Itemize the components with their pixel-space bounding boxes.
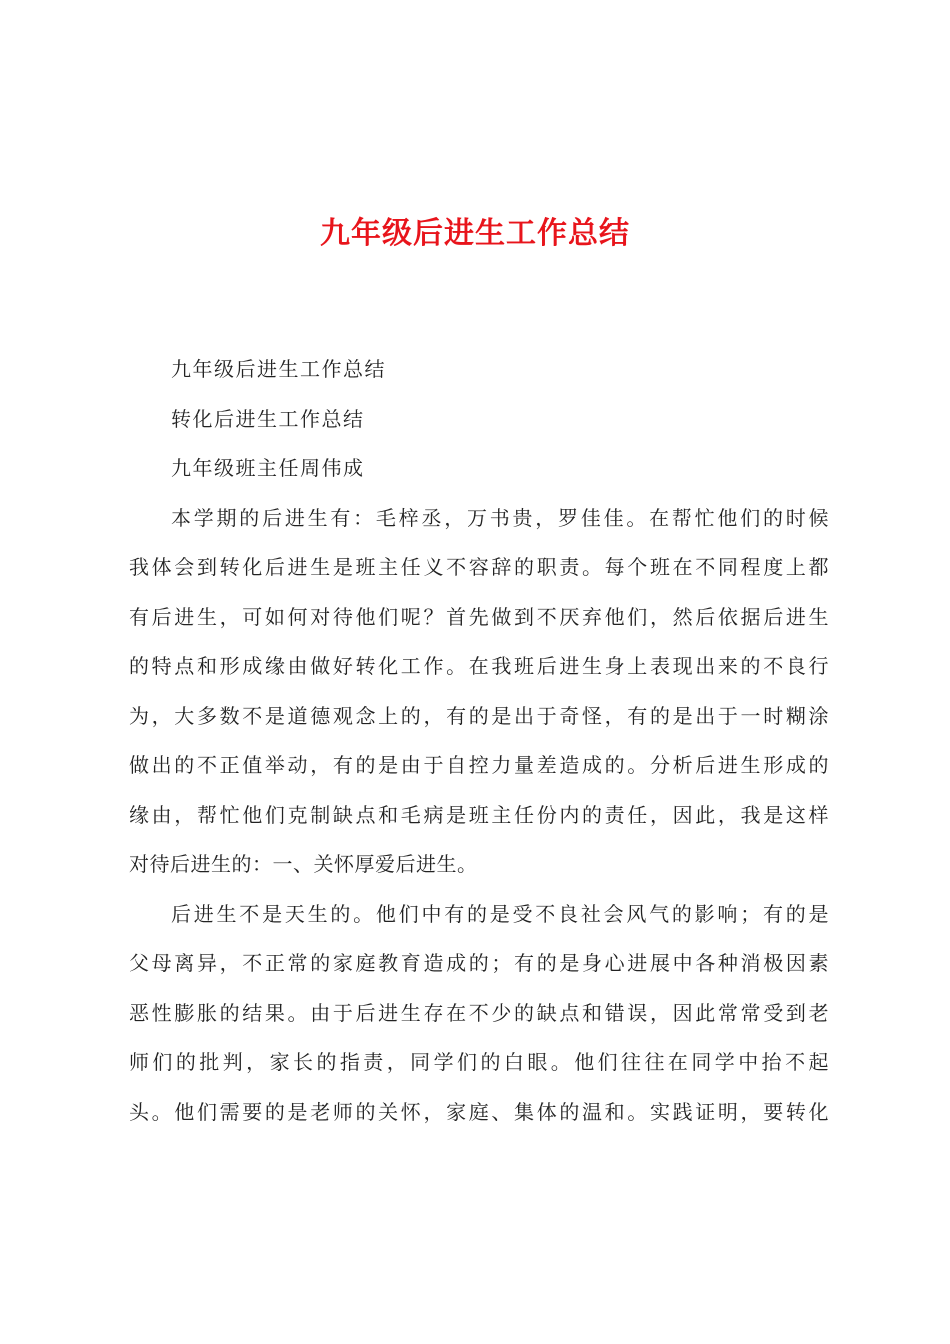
document-title: 九年级后进生工作总结 [320, 216, 630, 251]
paragraph-1-line-7: 缘由，帮忙他们克制缺点和毛病是班主任份内的责任，因此，我是这样 [129, 802, 829, 827]
header-line-1: 九年级后进生工作总结 [171, 357, 386, 381]
paragraph-1-line-2: 我体会到转化后进生是班主任义不容辞的职责。每个班在不同程度上都 [129, 555, 829, 579]
paragraph-2-line-3: 恶性膨胀的结果。由于后进生存在不少的缺点和错误，因此常常受到老 [129, 1000, 829, 1025]
document-body [129, 345, 829, 1137]
paragraph-1-line-6: 做出的不正值举动，有的是由于自控力量差造成的。分析后进生形成的 [129, 753, 829, 777]
paragraph-1-line-4: 的特点和形成缘由做好转化工作。在我班后进生身上表现出来的不良行 [129, 654, 829, 678]
paragraph-1-line-3: 有后进生，可如何对待他们呢？首先做到不厌弃他们，然后依据后进生 [129, 604, 829, 629]
header-line-3: 九年级班主任周伟成 [171, 456, 365, 480]
paragraph-2-line-4: 师们的批判，家长的指责，同学们的白眼。他们往往在同学中抬不起 [129, 1050, 829, 1074]
paragraph-1-line-1: 本学期的后进生有：毛梓丞，万书贵，罗佳佳。在帮忙他们的时候 [171, 505, 829, 530]
paragraph-2-line-2: 父母离异，不正常的家庭教育造成的；有的是身心进展中各种消极因素 [129, 951, 829, 975]
paragraph-2-line-1: 后进生不是天生的。他们中有的是受不良社会风气的影响；有的是 [171, 901, 829, 926]
header-line-2: 转化后进生工作总结 [171, 406, 365, 431]
paragraph-1-line-5: 为，大多数不是道德观念上的，有的是出于奇怪，有的是出于一时糊涂 [129, 703, 829, 728]
paragraph-2-line-5: 头。他们需要的是老师的关怀，家庭、集体的温和。实践证明，要转化 [129, 1099, 829, 1124]
paragraph-1-line-8: 对待后进生的：一、关怀厚爱后进生。 [129, 852, 478, 876]
